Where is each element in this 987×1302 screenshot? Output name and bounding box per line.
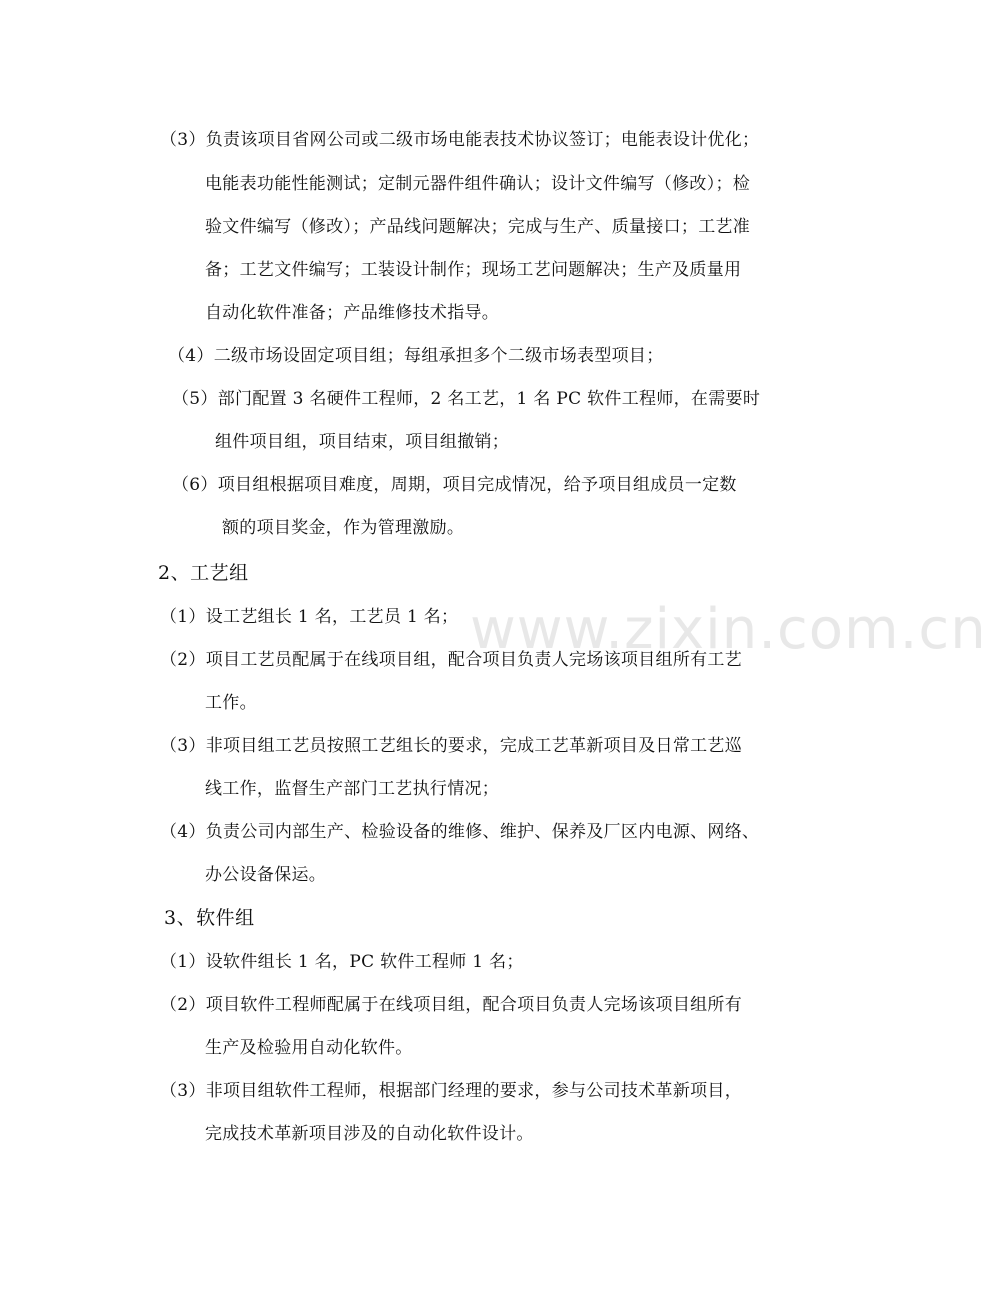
paragraph-line: （5）部门配置 3 名硬件工程师，2 名工艺，1 名 PC 软件工程师，在需要时: [172, 389, 761, 409]
paragraph-line: （4）二级市场设固定项目组；每组承担多个二级市场表型项目；: [168, 346, 664, 366]
paragraph-line: （1）设工艺组长 1 名，工艺员 1 名；: [160, 607, 459, 627]
paragraph-line: 验文件编写（修改）；产品线问题解决；完成与生产、质量接口；工艺准: [205, 217, 751, 237]
paragraph-line: 线工作，监督生产部门工艺执行情况；: [205, 779, 500, 799]
paragraph-line: 生产及检验用自动化软件。: [205, 1038, 413, 1058]
section-heading: 2、工艺组: [158, 562, 249, 584]
watermark: www.zixin.com.cn: [470, 597, 987, 662]
paragraph-line: 电能表功能性能测试；定制元器件组件确认；设计文件编写（修改）；检: [205, 174, 751, 194]
paragraph-line: 自动化软件准备；产品维修技术指导。: [205, 303, 500, 323]
paragraph-line: 备；工艺文件编写；工装设计制作；现场工艺问题解决；生产及质量用: [205, 260, 742, 280]
paragraph-line: （3）非项目组工艺员按照工艺组长的要求，完成工艺革新项目及日常工艺巡: [160, 736, 743, 756]
paragraph-line: （4）负责公司内部生产、检验设备的维修、维护、保养及厂区内电源、网络、: [160, 822, 760, 842]
paragraph-line: （1）设软件组长 1 名，PC 软件工程师 1 名；: [160, 952, 524, 972]
paragraph-line: 组件项目组，项目结束，项目组撤销；: [215, 432, 510, 452]
paragraph-line: （2）项目软件工程师配属于在线项目组，配合项目负责人完场该项目组所有: [160, 995, 743, 1015]
paragraph-line: 工作。: [205, 693, 257, 713]
paragraph-line: 完成技术革新项目涉及的自动化软件设计。: [205, 1124, 534, 1144]
paragraph-line: 额的项目奖金，作为管理激励。: [222, 518, 465, 538]
section-heading: 3、软件组: [164, 907, 255, 929]
paragraph-line: （6）项目组根据项目难度，周期，项目完成情况，给予项目组成员一定数: [172, 475, 737, 495]
paragraph-line: 办公设备保运。: [205, 865, 327, 885]
paragraph-line: （2）项目工艺员配属于在线项目组，配合项目负责人完场该项目组所有工艺: [160, 650, 743, 670]
paragraph-line: （3）非项目组软件工程师，根据部门经理的要求，参与公司技术革新项目，: [160, 1081, 743, 1101]
paragraph-line: （3）负责该项目省网公司或二级市场电能表技术协议签订；电能表设计优化；: [160, 130, 760, 150]
